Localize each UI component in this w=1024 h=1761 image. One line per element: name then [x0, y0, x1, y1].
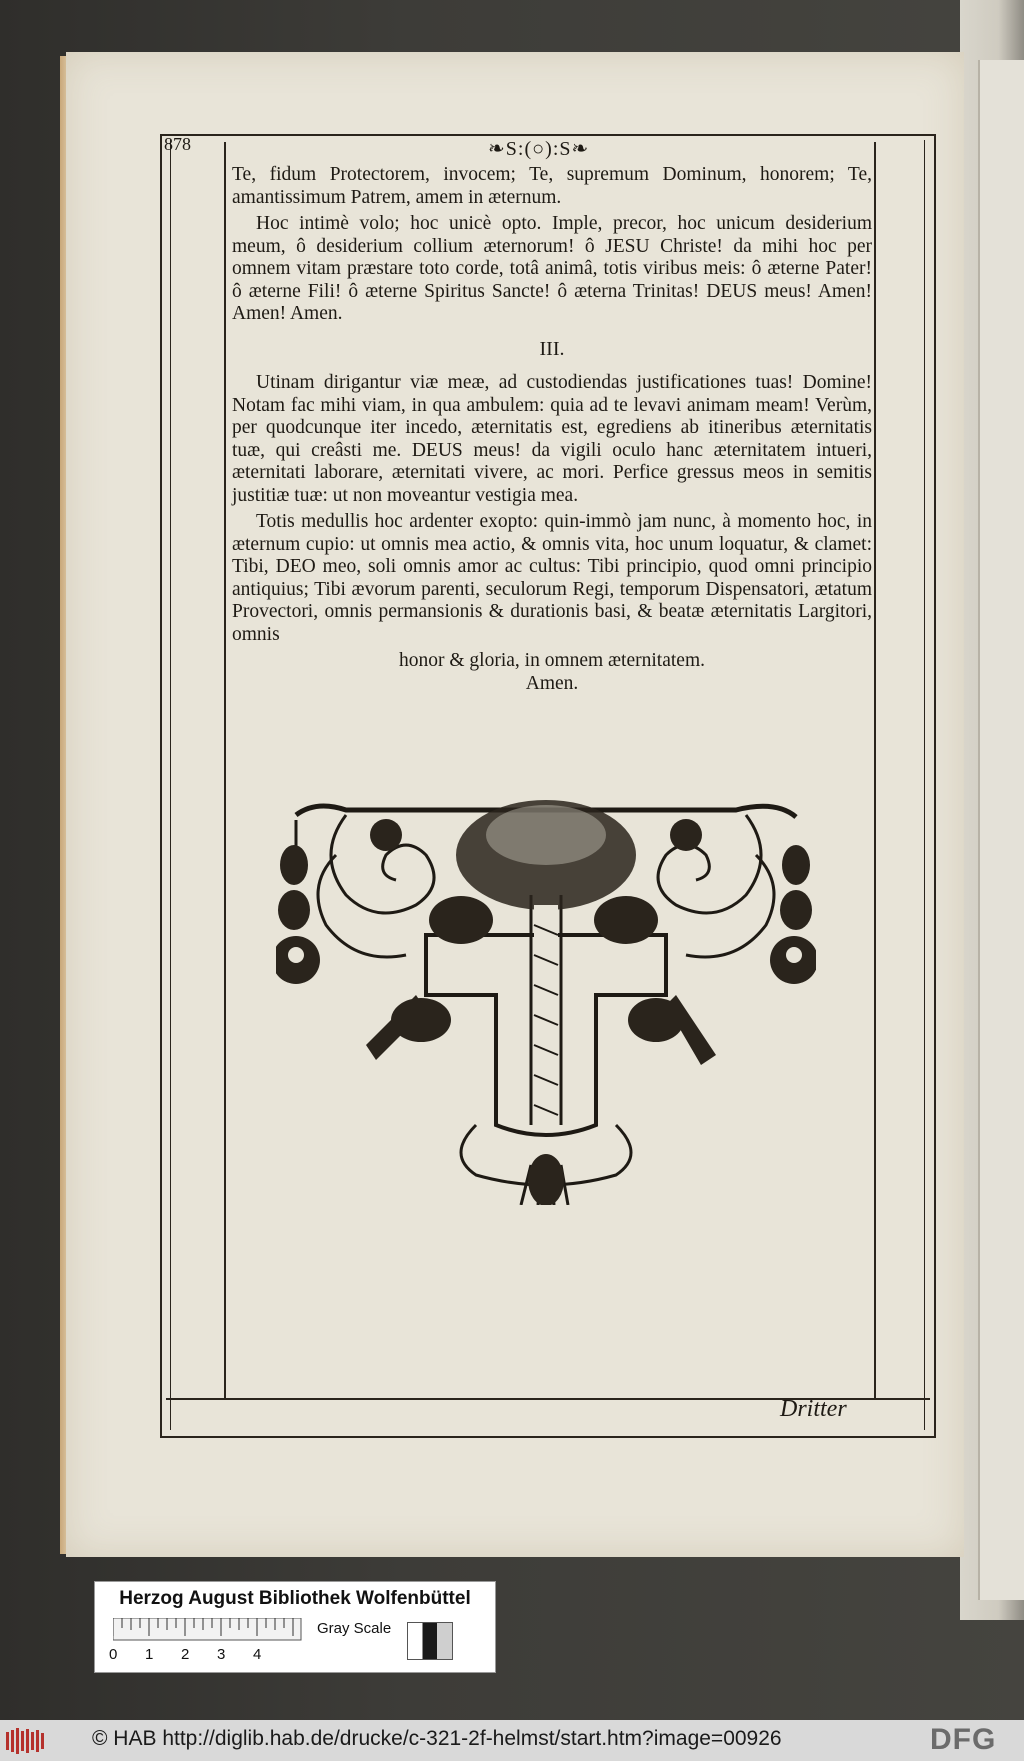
paragraph-bottom-1: Utinam dirigantur viæ meæ, ad custodiendas justificationes tuas! Domine! Notam fac mihi viam, in qua ambulem: quia ad te levavi animam meam! Verùm, per quodcunque iter incedo, æternitatis est, egrediens ab itineribus æternitatis tuæ, qui creâsti me. DEUS meus! da vigili oculo hanc æternitatem intueri, æternitati laborare, æternitati vivere, ac mori. Perfice gressus meos in semitis justitiæ tuæ: ut non moveantur vestigia mea.: [232, 372, 872, 506]
scale-number: 0: [109, 1646, 118, 1663]
tree-vignette-icon: [276, 795, 816, 1205]
page-number: 878: [164, 134, 191, 154]
paragraph-top-1: Te, fidum Protectorem, invocem; Te, supremum Dominum, honorem; Te, amantissimum Patrem, amem in æternum.: [232, 164, 872, 208]
scale-number: 2: [181, 1646, 190, 1663]
main-text: [232, 164, 872, 695]
closing-line: honor & gloria, in omnem æternitatem.: [399, 650, 705, 671]
citation-link[interactable]: © HAB http://diglib.hab.de/drucke/c-321-2f-helmst/start.htm?image=00926: [92, 1727, 782, 1750]
amen-line: Amen.: [525, 672, 579, 694]
hab-logo-icon: [6, 1728, 50, 1754]
paragraph-top-2: Hoc intimè volo; hoc unicè opto. Imple, precor, hoc unicum desiderium meum, ô desiderium collium æternorum! ô JESU Christe! da mihi hoc per omnem vitam præstare toto corde, totâ animâ, totis viribus meis: ô æterne Pater! ô æterne Fili! ô æterne Spiritus Sancte! ô æterna Trinitas! DEUS meus! Amen! Amen! Amen.: [232, 213, 872, 324]
scale-number: 3: [217, 1646, 226, 1663]
scale-number: 1: [145, 1646, 154, 1663]
section-number: III.: [539, 337, 565, 360]
paragraph-bottom-2: Totis medullis hoc ardenter exopto: quin-immò jam nunc, à momento hoc, in æternum cupio: ut omnis mea actio, & omnis vita, hoc unum loquatur, & clamet: Tibi, DEO meo, soli omnis amor ac cultus: Tibi principio, quod omni principio antiquius; Tibi ævorum parenti, seculorum Regi, temporum Dispensatori, ætatum Provectori, omnis permansionis & durationis basi, & beatæ æternitatis Largitori, omnis: [232, 511, 872, 645]
gray-scale-swatch: [407, 1622, 453, 1660]
scale-number: 4: [253, 1646, 262, 1663]
page-border-left-rule: [170, 140, 171, 1430]
catchword: Dritter: [780, 1396, 847, 1422]
library-name: Herzog August Bibliothek Wolfenbüttel: [119, 1588, 471, 1609]
header-ornament: ❧S:(○):S❧: [488, 138, 590, 160]
gray-scale-label: Gray Scale: [317, 1620, 392, 1637]
page-border-right-rule: [924, 140, 925, 1430]
library-color-card: [94, 1581, 496, 1673]
dfg-logo: DFG: [930, 1723, 997, 1756]
facing-page-inner: [978, 60, 1024, 1600]
